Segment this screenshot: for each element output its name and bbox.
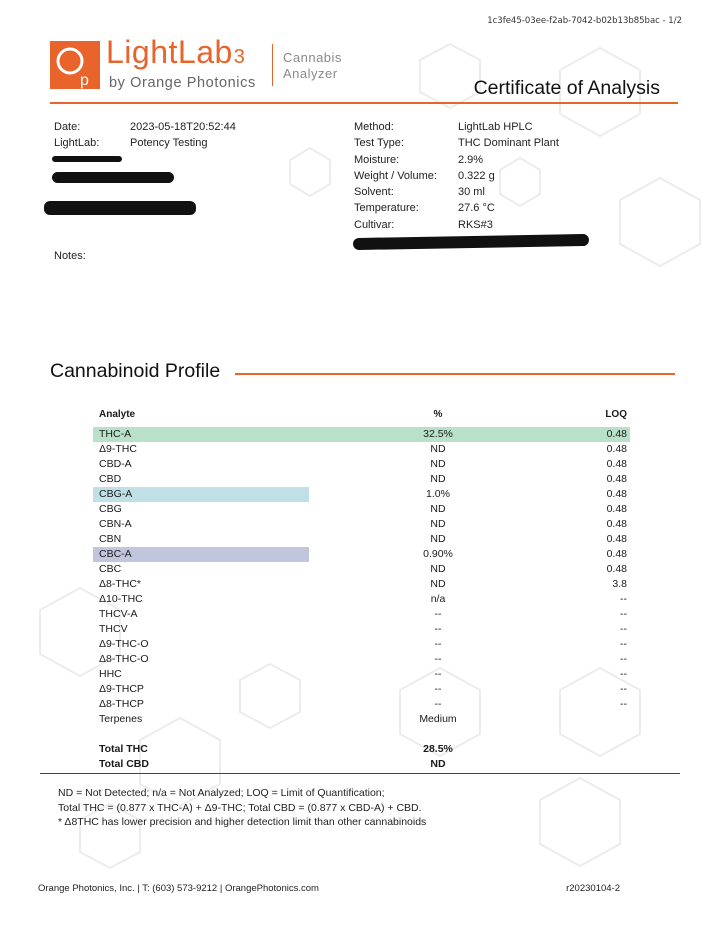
cannabinoid-table xyxy=(93,408,630,772)
loq-cell xyxy=(567,712,630,727)
percent-cell: n/a xyxy=(430,593,446,605)
product-name: Cannabis Analyzer xyxy=(283,50,342,81)
total-value: 28.5% xyxy=(423,743,453,755)
analyte-cell: Δ8-THC-O xyxy=(99,653,149,665)
table-row xyxy=(93,592,630,607)
orange-photonics-logo-icon xyxy=(50,41,100,89)
loq-cell: 0.48 xyxy=(606,533,627,545)
document-id: 1c3fe45-03ee-f2ab-7042-b02b13b85bac - 1/2 xyxy=(487,16,682,26)
loq-cell: -- xyxy=(620,668,627,680)
total-loq xyxy=(567,742,630,757)
loq-cell: -- xyxy=(620,698,627,710)
analyte-cell: Δ8-THC* xyxy=(99,578,142,590)
loq-cell: -- xyxy=(620,653,627,665)
footnotes xyxy=(58,786,426,830)
percent-cell: -- xyxy=(434,668,442,680)
table-row xyxy=(93,652,630,667)
loq-cell: 0.48 xyxy=(606,488,627,500)
table-row xyxy=(93,637,630,652)
loq-cell: 3.8 xyxy=(612,578,627,590)
loq-cell: 0.48 xyxy=(567,427,630,442)
analyte-cell: CBD xyxy=(99,473,122,485)
analyte-cell: THCV xyxy=(99,623,128,635)
svg-text:p: p xyxy=(80,72,89,89)
percent-cell: ND xyxy=(430,578,446,590)
analyte-cell: Δ9-THCP xyxy=(99,683,144,695)
total-label: Total THC xyxy=(99,743,148,755)
brand-name: LightLab3 xyxy=(106,34,246,70)
info-row-weight: Weight / Volume: 0.322 g xyxy=(354,169,495,182)
loq-cell: 0.48 xyxy=(606,548,627,560)
header-rule xyxy=(50,102,678,104)
analyte-cell: Δ9-THC xyxy=(99,443,137,455)
loq-cell: 0.48 xyxy=(606,443,627,455)
analyte-cell: Δ8-THCP xyxy=(99,698,144,710)
table-row xyxy=(93,442,630,457)
loq-cell: 0.48 xyxy=(606,518,627,530)
info-row-method: Method: LightLab HPLC xyxy=(354,121,533,133)
table-row xyxy=(93,502,630,517)
info-row-lightlab: LightLab: Potency Testing xyxy=(54,137,208,149)
info-row-date: Date: 2023-05-18T20:52:44 xyxy=(54,121,236,133)
percent-cell: ND xyxy=(430,473,446,485)
percent-cell: Medium xyxy=(419,713,457,725)
percent-cell: ND xyxy=(430,518,446,530)
right-info xyxy=(354,119,559,233)
table-row xyxy=(93,487,630,502)
logo-divider xyxy=(272,44,273,86)
info-row-cultivar: Cultivar: RKS#3 xyxy=(354,218,493,231)
column-header-percent: % xyxy=(433,409,443,420)
section-title: Cannabinoid Profile xyxy=(50,360,221,382)
percent-cell: 0.90% xyxy=(423,548,453,560)
total-label: Total CBD xyxy=(99,758,149,770)
section-rule xyxy=(235,373,675,375)
analyte-cell: Terpenes xyxy=(99,713,143,725)
table-row xyxy=(93,532,630,547)
analyte-cell: THC-A xyxy=(93,427,309,442)
table-row xyxy=(93,472,630,487)
table-row xyxy=(93,697,630,712)
total-row xyxy=(93,757,630,772)
table-row xyxy=(93,622,630,637)
percent-cell: 1.0% xyxy=(426,488,450,500)
percent-cell: -- xyxy=(434,623,442,635)
percent-cell: ND xyxy=(430,443,446,455)
table-row xyxy=(93,607,630,622)
redaction-mark xyxy=(52,172,174,183)
table-row xyxy=(93,427,630,442)
info-row-moisture: Moisture: 2.9% xyxy=(354,153,484,166)
percent-cell: ND xyxy=(430,458,446,470)
footnote: Total THC = (0.877 x THC-A) + Δ9-THC; Total CBD = (0.877 x CBD-A) + CBD. xyxy=(58,801,422,814)
percent-cell: -- xyxy=(434,653,442,665)
table-row xyxy=(93,562,630,577)
analyte-cell: CBC xyxy=(99,563,122,575)
total-loq xyxy=(567,757,630,772)
percent-cell: 32.5% xyxy=(309,427,567,442)
column-header-analyte: Analyte xyxy=(99,409,136,420)
analyte-cell: CBD-A xyxy=(99,458,132,470)
table-row xyxy=(93,712,630,727)
total-value: ND xyxy=(430,758,446,770)
table-row xyxy=(93,517,630,532)
percent-cell: -- xyxy=(434,683,442,695)
analyte-cell: CBG xyxy=(99,503,122,515)
info-row-test-type: Test Type: THC Dominant Plant xyxy=(354,137,559,150)
spacer-row xyxy=(93,727,630,742)
total-row xyxy=(93,742,630,757)
table-row xyxy=(93,547,630,562)
table-header-row xyxy=(93,408,630,427)
analyte-cell: CBN xyxy=(99,533,122,545)
loq-cell: 0.48 xyxy=(606,503,627,515)
info-row-temperature: Temperature: 27.6 °C xyxy=(354,202,495,215)
analyte-cell: CBC-A xyxy=(93,547,309,562)
footer-revision: r20230104-2 xyxy=(566,883,620,894)
table-row xyxy=(93,667,630,682)
notes-label: Notes: xyxy=(54,250,86,262)
page-title: Certificate of Analysis xyxy=(473,77,660,99)
loq-cell: -- xyxy=(620,683,627,695)
percent-cell: -- xyxy=(434,608,442,620)
footer-contact: Orange Photonics, Inc. | T: (603) 573-9212 | OrangePhotonics.com xyxy=(38,883,319,894)
left-info xyxy=(54,119,236,151)
analyte-cell: CBG-A xyxy=(93,487,309,502)
analyte-cell: Δ10-THC xyxy=(99,593,143,605)
table-row xyxy=(93,457,630,472)
info-row-solvent: Solvent: 30 ml xyxy=(354,186,485,199)
analyte-cell: THCV-A xyxy=(99,608,138,620)
loq-cell: 0.48 xyxy=(606,473,627,485)
column-header-loq: LOQ xyxy=(605,409,627,420)
loq-cell: -- xyxy=(620,638,627,650)
percent-cell: ND xyxy=(430,503,446,515)
analyte-cell: CBN-A xyxy=(99,518,132,530)
loq-cell: -- xyxy=(620,593,627,605)
table-row xyxy=(93,682,630,697)
brand-maker: by Orange Photonics xyxy=(109,75,256,91)
percent-cell: -- xyxy=(434,698,442,710)
table-bottom-rule xyxy=(40,773,680,774)
loq-cell: 0.48 xyxy=(606,563,627,575)
percent-cell: ND xyxy=(430,563,446,575)
loq-cell: -- xyxy=(620,623,627,635)
footnote: * Δ8THC has lower precision and higher detection limit than other cannabinoids xyxy=(58,816,427,828)
percent-cell: -- xyxy=(434,638,442,650)
redaction-mark xyxy=(44,201,196,215)
analyte-cell: HHC xyxy=(99,668,122,680)
redaction-mark xyxy=(52,156,122,162)
table-row xyxy=(93,577,630,592)
loq-cell: 0.48 xyxy=(606,458,627,470)
percent-cell: ND xyxy=(430,533,446,545)
loq-cell: -- xyxy=(620,608,627,620)
footnote: ND = Not Detected; n/a = Not Analyzed; LOQ = Limit of Quantification; xyxy=(58,787,385,799)
analyte-cell: Δ9-THC-O xyxy=(99,638,149,650)
